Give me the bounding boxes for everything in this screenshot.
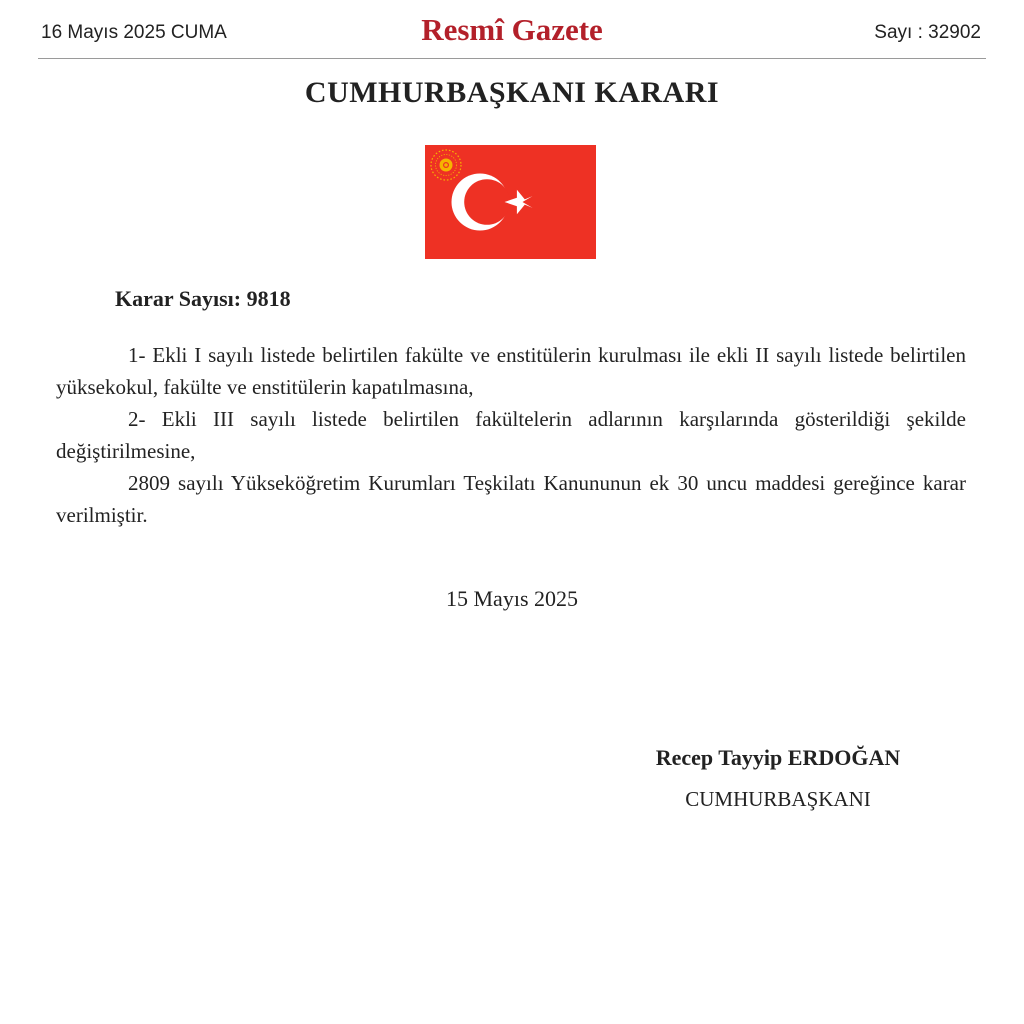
publication-date: 16 Mayıs 2025 CUMA [41, 22, 227, 43]
gazette-header [38, 0, 986, 59]
turkish-flag-icon [425, 145, 596, 259]
decree-body [56, 339, 966, 531]
decree-paragraph: 1- Ekli I sayılı listede belirtilen fakülte ve enstitülerin kurulması ile ekli II sayılı listede belirtilen yüksekokul, fakülte ve enstitülerin kapatılmasına, [56, 343, 966, 399]
decision-number: Karar Sayısı: 9818 [115, 286, 291, 311]
signatory-title: CUMHURBAŞKANI [685, 787, 871, 811]
decree-heading: CUMHURBAŞKANI KARARI [304, 76, 720, 109]
decree-paragraph: 2- Ekli III sayılı listede belirtilen fakültelerin adlarının karşılarında gösterildiği şekilde değiştirilmesine, [56, 407, 966, 463]
gazette-title: Resmî Gazete [421, 12, 603, 47]
issue-number: Sayı : 32902 [874, 22, 981, 43]
signatory-name: Recep Tayyip ERDOĞAN [655, 745, 901, 770]
decree-paragraph: 2809 sayılı Yükseköğretim Kurumları Teşkilatı Kanununun ek 30 uncu maddesi gereğince karar verilmiştir. [56, 471, 966, 527]
decree-date: 15 Mayıs 2025 [446, 586, 578, 611]
